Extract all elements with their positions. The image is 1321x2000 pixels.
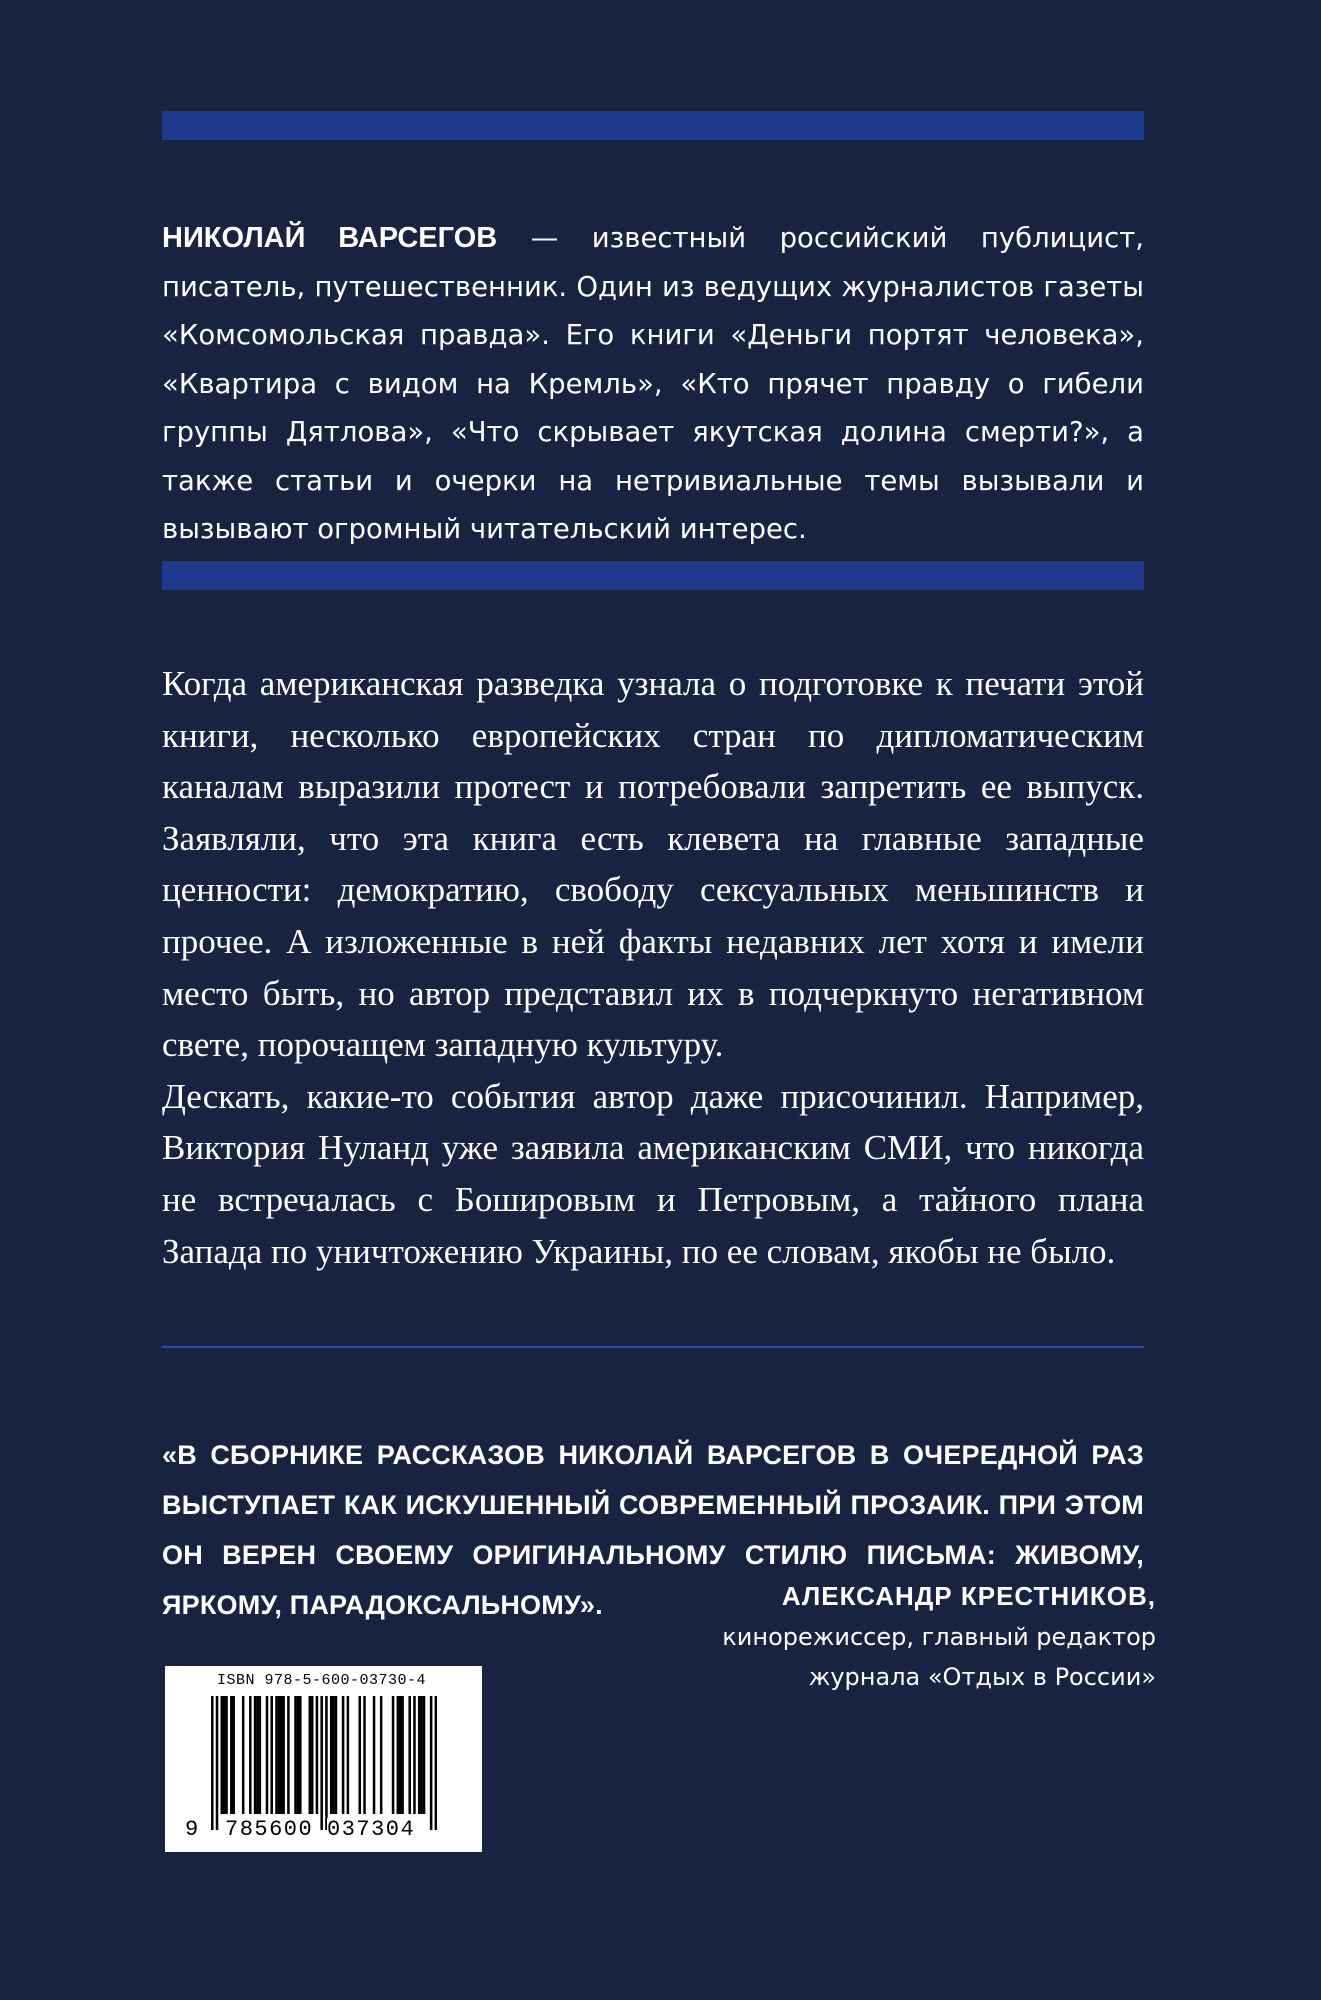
- barcode-bar: [223, 1696, 226, 1814]
- barcode-guard-bar: [211, 1696, 214, 1830]
- barcode-bar: [373, 1696, 376, 1814]
- barcode-bar: [230, 1696, 233, 1814]
- barcode-bar: [278, 1696, 281, 1814]
- barcode-bar: [392, 1696, 395, 1814]
- author-bio-text: — известный российский публицист, писатель, путешественник. Один из ведущих журналистов газеты «Комсомольская правда». Его книги «Деньги портят человека», «Квартира с видом на Кремль», «Кто прячет правду о гибели группы Дятлова», «Что скрывает якутская долина смерти?», а также статьи и очерки на нетривиальные темы вызывали и вызывают огромный читательский интерес.: [162, 222, 1144, 545]
- barcode-bar: [401, 1696, 404, 1814]
- barcode-bar: [309, 1696, 312, 1814]
- barcode-guard-bar: [435, 1696, 437, 1830]
- barcode-bar: [266, 1696, 269, 1814]
- barcode-bar: [397, 1696, 400, 1814]
- barcode-bar: [225, 1696, 228, 1814]
- barcode-bar: [408, 1696, 411, 1814]
- barcode-bar: [270, 1696, 273, 1814]
- ean-left-digits: 785600: [225, 1817, 314, 1842]
- barcode-bar: [423, 1696, 426, 1814]
- barcode-guard-bar: [216, 1696, 219, 1830]
- barcode-bar: [299, 1696, 302, 1814]
- barcode-bar: [399, 1696, 402, 1814]
- barcode-guard-bar: [320, 1696, 323, 1830]
- barcode-bar: [358, 1696, 361, 1814]
- isbn-label: ISBN 978-5-600-03730-4: [217, 1672, 427, 1689]
- synopsis-paragraph: Дескать, какие-то события автор даже присочинил. Например, Виктория Нуланд уже заявила американским СМИ, что никогда не встречалась с Бошировым и Петровым, а тайного плана Запада по уничтожению Украины, по ее словам, якобы не было.: [162, 1076, 1144, 1271]
- barcode-bar: [254, 1696, 257, 1814]
- quote-author: АЛЕКСАНДР КРЕСТНИКОВ: [781, 1581, 1148, 1611]
- ean-right-digits: 037304: [327, 1817, 416, 1842]
- quote-author-comma: ,: [1147, 1581, 1156, 1611]
- barcode-bars: [211, 1696, 437, 1832]
- barcode-bar: [297, 1696, 300, 1814]
- quote-author-role: кинорежиссер, главный редактор: [722, 1623, 1156, 1651]
- barcode-bar: [342, 1696, 345, 1814]
- top-accent-band: [162, 111, 1144, 140]
- barcode-bar: [232, 1696, 235, 1814]
- ean-first-digit: 9: [185, 1817, 199, 1842]
- barcode-bar: [420, 1696, 423, 1814]
- author-bio: [162, 214, 1144, 554]
- quote-author-publication: журнала «Отдых в России»: [808, 1663, 1156, 1691]
- review-quote: «В СБОРНИКЕ РАССКАЗОВ НИКОЛАЙ ВАРСЕГОВ В ОЧЕРЕДНОЙ РАЗ ВЫСТУПАЕТ КАК ИСКУШЕННЫЙ СОВРЕМЕННЫЙ ПРОЗАИК. ПРИ ЭТОМ ОН ВЕРЕН СВОЕМУ ОРИГИНАЛЬНОМУ СТИЛЮ ПИСЬМА: ЖИВОМУ, ЯРКОМУ, ПАРАДОКСАЛЬНОМУ».: [162, 1440, 1144, 1620]
- divider-line: [162, 1346, 1144, 1348]
- barcode-bar: [287, 1696, 290, 1814]
- barcode-bar: [294, 1696, 297, 1814]
- barcode-guard-bar: [325, 1696, 328, 1830]
- barcode-bar: [332, 1696, 335, 1814]
- barcode-bar: [280, 1696, 283, 1814]
- barcode-bar: [347, 1696, 350, 1814]
- barcode-bar: [413, 1696, 416, 1814]
- barcode-bar: [221, 1696, 224, 1814]
- quote-attribution: [722, 1576, 1156, 1697]
- barcode-bar: [282, 1696, 285, 1814]
- barcode-bar: [259, 1696, 262, 1814]
- barcode-guard-bar: [430, 1696, 433, 1830]
- barcode-bar: [330, 1696, 333, 1814]
- barcode-bar: [363, 1696, 366, 1814]
- barcode-bar: [242, 1696, 245, 1814]
- isbn-barcode: [165, 1666, 482, 1852]
- barcode-bar: [380, 1696, 383, 1814]
- book-synopsis: [162, 658, 1144, 1277]
- synopsis-paragraph: Когда американская разведка узнала о подготовке к печати этой книги, несколько европейских стран по дипломатическим каналам выразили протест и потребовали запретить ее выпуск. Заявляли, что эта книга есть клевета на главные западные ценности: демократию, свободу сексуальных меньшинств и прочее. А изложенные в ней факты недавних лет хотя и имели место быть, но автор представил их в подчеркнуто негативном свете, порочащем западную культуру.: [162, 664, 1144, 1065]
- barcode-bar: [256, 1696, 259, 1814]
- barcode-bar: [335, 1696, 338, 1814]
- barcode-bar: [275, 1696, 278, 1814]
- barcode-bar: [249, 1696, 252, 1814]
- barcode-bar: [316, 1696, 319, 1814]
- barcode-bar: [418, 1696, 421, 1814]
- author-name: НИКОЛАЙ ВАРСЕГОВ: [162, 222, 498, 254]
- middle-accent-band: [162, 561, 1144, 590]
- barcode-bar: [311, 1696, 314, 1814]
